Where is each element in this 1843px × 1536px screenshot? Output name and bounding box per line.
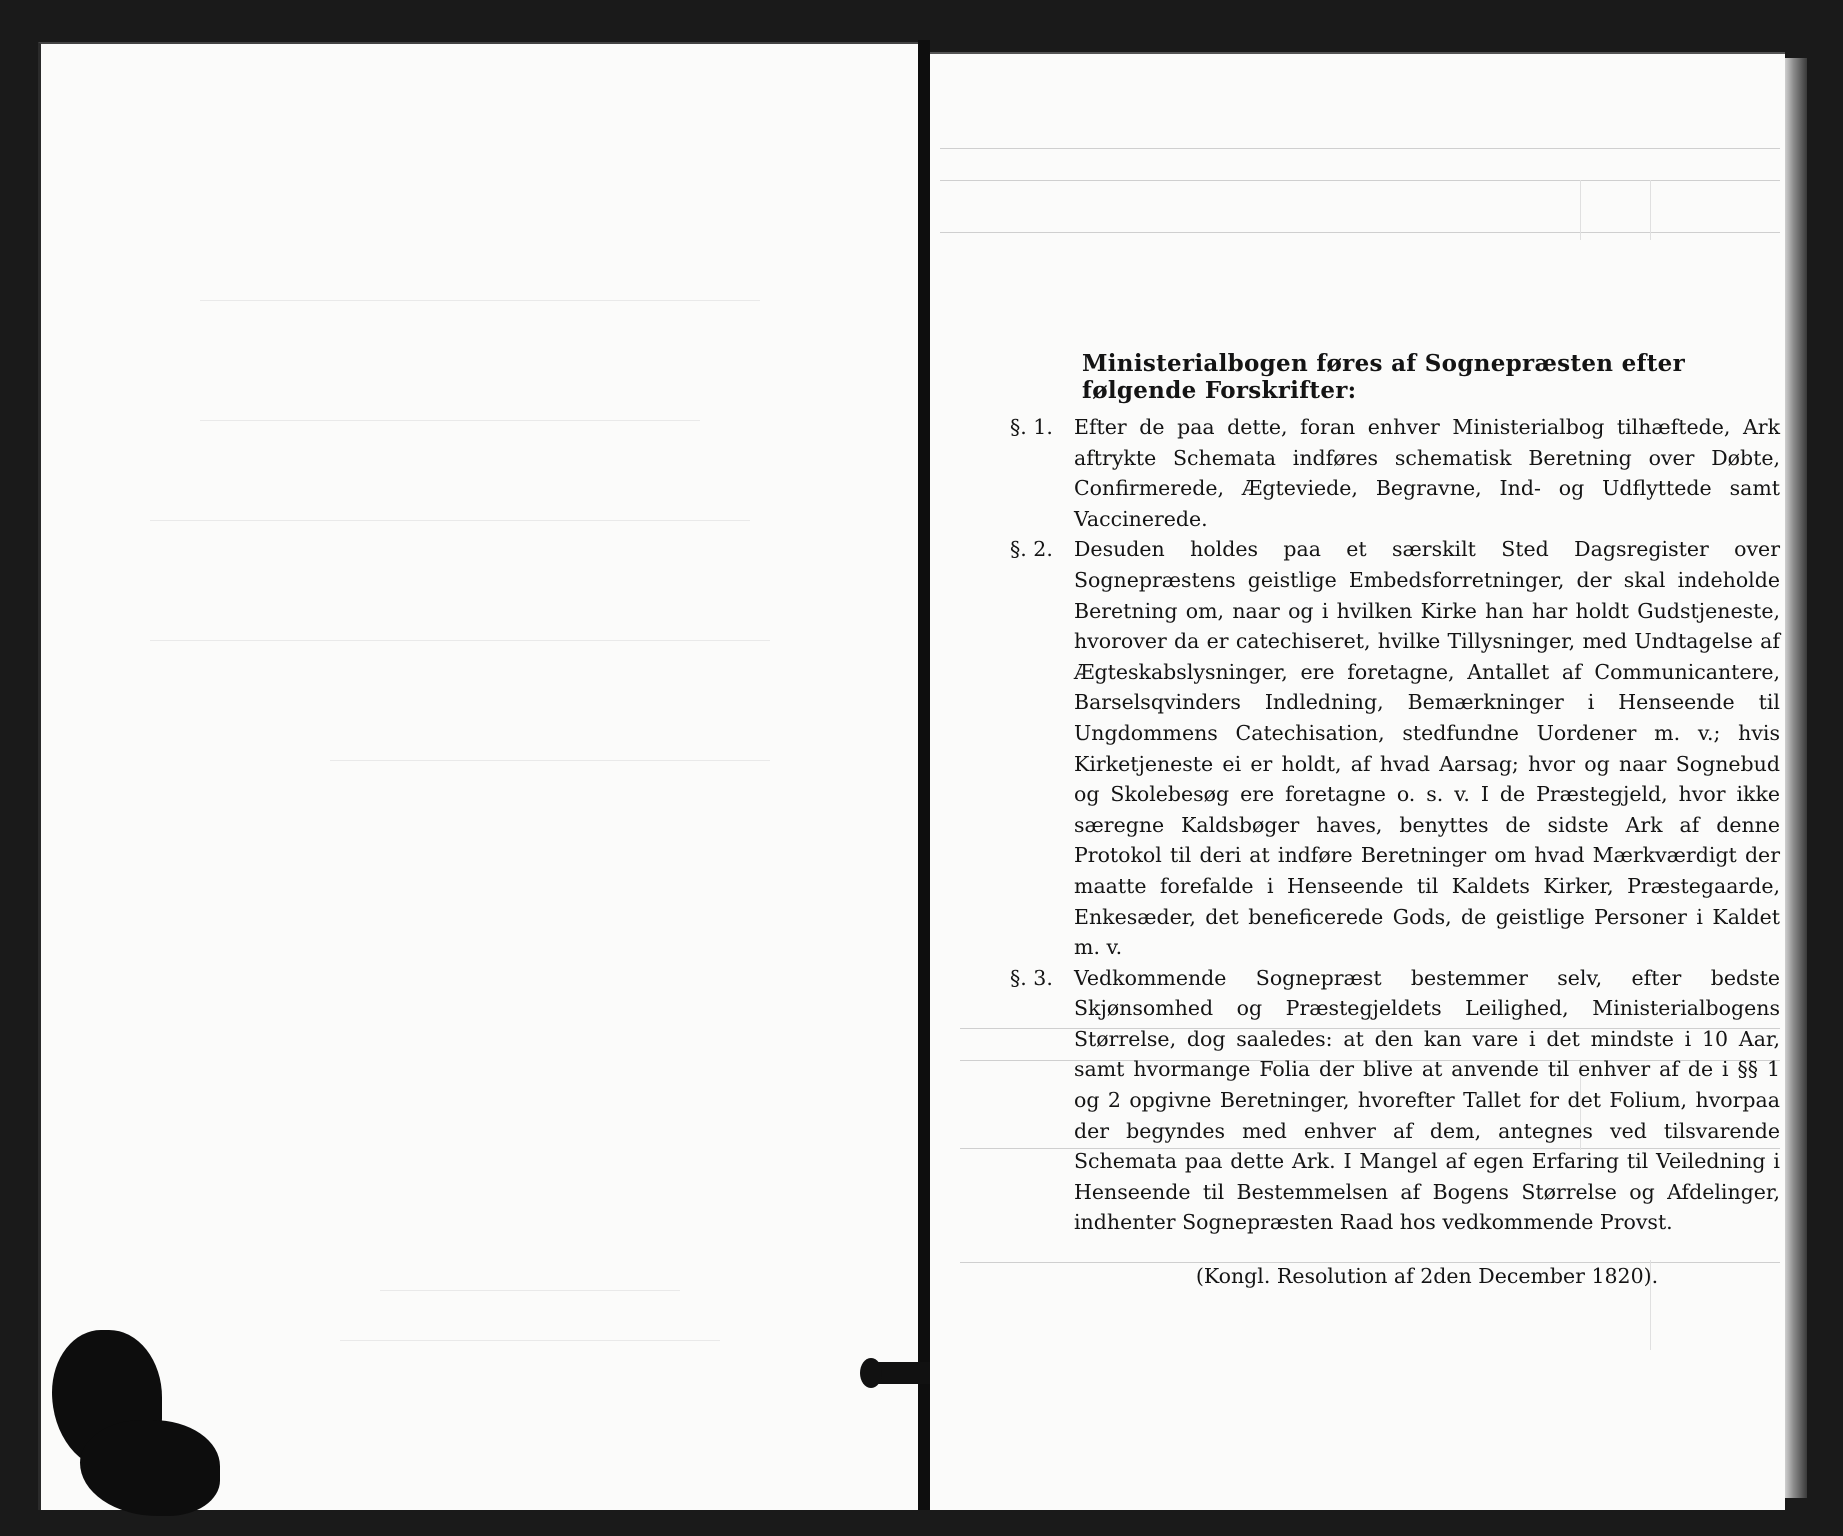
- bleed-through-rule: [940, 148, 1780, 149]
- bleed-through-rule: [330, 760, 770, 761]
- bleed-through-rule: [940, 180, 1780, 181]
- paragraph-number: §. 3.: [1010, 965, 1053, 990]
- bleed-through-rule: [1580, 180, 1581, 240]
- paragraph-text: Desuden holdes paa et særskilt Sted Dagsregister over Sognepræstens geistlige Embedsforretninger, der skal indeholde Beretning om, naar og i hvilken Kirke han har holdt Gudstjeneste, hvorover da er catechiseret, hvilke Tillysninger, med Undtagelse af Ægteskabslysninger, ere foretagne, Antallet af Communicantere, Barselsqvinders Indledning, Bemærkninger i Henseende til Ungdommens Catechisation, stedfundne Uordener m. v.; hvis Kirketjeneste ei er holdt, af hvad Aarsag; hvor og naar Sognebud og Skolebesøg ere foretagne o. s. v. I de Præstegjeld, hvor ikke særegne Kaldsbøger haves, benyttes de sidste Ark af denne Protokol til deri at indføre Beretninger om hvad Mærkværdigt der maatte forefalde i Henseende til Kaldets Kirker, Præstegaarde, Enkesæder, det beneficerede Gods, de geistlige Personer i Kaldet m. v.: [1074, 537, 1780, 960]
- page-stack-edge: [1785, 58, 1807, 1498]
- resolution-citation: (Kongl. Resolution af 2den December 1820).: [1195, 1264, 1659, 1289]
- instructions-heading: Ministerialbogen føres af Sognepræsten efter følgende Forskrifter:: [1082, 350, 1686, 404]
- bleed-through-rule: [940, 232, 1780, 233]
- bleed-through-rule: [150, 640, 770, 641]
- paragraph-number: §. 1.: [1010, 415, 1053, 439]
- bleed-through-rule: [200, 300, 760, 301]
- bleed-through-rule: [380, 1290, 680, 1291]
- bleed-through-rule: [340, 1340, 720, 1341]
- paragraph-text: Vedkommende Sognepræst bestemmer selv, efter bedste Skjønsomhed og Præstegjeldets Leilighed, Ministerialbogens Størrelse, dog saaledes: at den kan vare i det mindste i 10 Aar, samt hvormange Folia der blive at anvende til enhver af de i §§ 1 og 2 opgivne Beretninger, hvorefter Tallet for det Folium, hvorpaa der begyndes med enhver af dem, antegnes ved tilsvarende Schemata paa dette Ark. I Mangel af egen Erfaring til Veiledning i Henseende til Bestemmelsen af Bogens Størrelse og Afdelinger, indhenter Sognepræsten Raad hos vedkommende Provst.: [1074, 965, 1780, 1235]
- paragraph-1: [1010, 412, 1780, 534]
- paragraph-text: Efter de paa dette, foran enhver Ministerialbog tilhæftede, Ark aftrykte Schemata indføres schematisk Beretning over Døbte, Confirmerede, Ægteviede, Begravne, Ind- og Udflyttede samt Vaccinerede.: [1074, 415, 1780, 531]
- book-gutter: [918, 40, 930, 1510]
- bleed-through-rule: [150, 520, 750, 521]
- paragraph-number: §. 2.: [1010, 537, 1053, 562]
- paragraph-2: [1010, 534, 1780, 962]
- paragraph-3: [1010, 963, 1780, 1238]
- instructions-block: [1010, 350, 1780, 1288]
- bleed-through-rule: [200, 420, 700, 421]
- bleed-through-rule: [1650, 180, 1651, 240]
